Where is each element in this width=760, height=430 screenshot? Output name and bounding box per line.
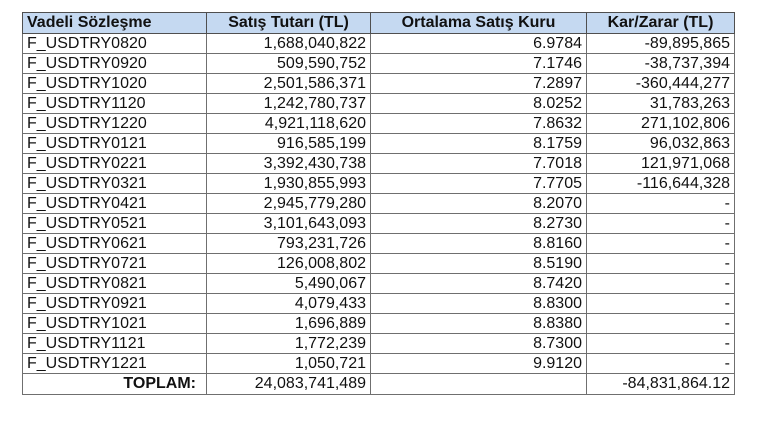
futures-contracts-table <box>22 12 735 395</box>
cell-contract: F_USDTRY0421 <box>23 194 207 214</box>
cell-sales-amount: 3,101,643,093 <box>207 214 371 234</box>
cell-sales-amount: 4,079,433 <box>207 294 371 314</box>
table-row <box>23 194 735 214</box>
table-row <box>23 94 735 114</box>
cell-profit-loss: -360,444,277 <box>587 74 735 94</box>
cell-average-rate: 8.8300 <box>371 294 587 314</box>
cell-profit-loss: - <box>587 214 735 234</box>
cell-profit-loss: - <box>587 234 735 254</box>
cell-sales-amount: 4,921,118,620 <box>207 114 371 134</box>
table-row <box>23 314 735 334</box>
cell-contract: F_USDTRY0821 <box>23 274 207 294</box>
cell-profit-loss: -116,644,328 <box>587 174 735 194</box>
total-row <box>23 374 735 395</box>
cell-average-rate: 7.7705 <box>371 174 587 194</box>
table-row <box>23 334 735 354</box>
cell-average-rate: 7.1746 <box>371 54 587 74</box>
cell-contract: F_USDTRY0121 <box>23 134 207 154</box>
cell-contract: F_USDTRY1120 <box>23 94 207 114</box>
table-row <box>23 354 735 374</box>
table-header-row <box>23 13 735 34</box>
cell-average-rate: 8.7300 <box>371 334 587 354</box>
header-average-rate: Ortalama Satış Kuru <box>371 13 587 34</box>
table-row <box>23 174 735 194</box>
table-row <box>23 74 735 94</box>
table-body <box>23 34 735 374</box>
cell-average-rate: 7.8632 <box>371 114 587 134</box>
cell-sales-amount: 5,490,067 <box>207 274 371 294</box>
cell-profit-loss: - <box>587 334 735 354</box>
cell-sales-amount: 1,050,721 <box>207 354 371 374</box>
table-row <box>23 274 735 294</box>
table-row <box>23 34 735 54</box>
table-row <box>23 134 735 154</box>
cell-average-rate: 8.2070 <box>371 194 587 214</box>
cell-profit-loss: - <box>587 294 735 314</box>
cell-profit-loss: -89,895,865 <box>587 34 735 54</box>
cell-profit-loss: 96,032,863 <box>587 134 735 154</box>
cell-sales-amount: 1,772,239 <box>207 334 371 354</box>
total-average-rate <box>371 374 587 395</box>
table-row <box>23 214 735 234</box>
cell-average-rate: 8.8380 <box>371 314 587 334</box>
cell-contract: F_USDTRY1220 <box>23 114 207 134</box>
cell-profit-loss: 31,783,263 <box>587 94 735 114</box>
cell-profit-loss: - <box>587 314 735 334</box>
cell-contract: F_USDTRY0521 <box>23 214 207 234</box>
cell-profit-loss: 271,102,806 <box>587 114 735 134</box>
cell-contract: F_USDTRY0920 <box>23 54 207 74</box>
cell-average-rate: 6.9784 <box>371 34 587 54</box>
table-row <box>23 154 735 174</box>
cell-average-rate: 8.5190 <box>371 254 587 274</box>
cell-contract: F_USDTRY0621 <box>23 234 207 254</box>
header-contract: Vadeli Sözleşme <box>23 13 207 34</box>
cell-contract: F_USDTRY1221 <box>23 354 207 374</box>
cell-sales-amount: 126,008,802 <box>207 254 371 274</box>
cell-contract: F_USDTRY1121 <box>23 334 207 354</box>
table-row <box>23 54 735 74</box>
cell-sales-amount: 1,930,855,993 <box>207 174 371 194</box>
total-label: TOPLAM: <box>23 374 207 395</box>
cell-contract: F_USDTRY0721 <box>23 254 207 274</box>
cell-profit-loss: 121,971,068 <box>587 154 735 174</box>
header-sales-amount: Satış Tutarı (TL) <box>207 13 371 34</box>
cell-contract: F_USDTRY1021 <box>23 314 207 334</box>
total-sales-amount: 24,083,741,489 <box>207 374 371 395</box>
cell-sales-amount: 2,501,586,371 <box>207 74 371 94</box>
cell-sales-amount: 3,392,430,738 <box>207 154 371 174</box>
cell-contract: F_USDTRY0921 <box>23 294 207 314</box>
cell-profit-loss: - <box>587 274 735 294</box>
cell-contract: F_USDTRY0221 <box>23 154 207 174</box>
header-profit-loss: Kar/Zarar (TL) <box>587 13 735 34</box>
cell-average-rate: 8.2730 <box>371 214 587 234</box>
cell-average-rate: 8.1759 <box>371 134 587 154</box>
cell-profit-loss: - <box>587 354 735 374</box>
cell-profit-loss: - <box>587 254 735 274</box>
table-row <box>23 114 735 134</box>
cell-sales-amount: 793,231,726 <box>207 234 371 254</box>
cell-average-rate: 7.7018 <box>371 154 587 174</box>
cell-sales-amount: 1,242,780,737 <box>207 94 371 114</box>
cell-sales-amount: 509,590,752 <box>207 54 371 74</box>
table-row <box>23 254 735 274</box>
cell-sales-amount: 1,688,040,822 <box>207 34 371 54</box>
cell-contract: F_USDTRY0321 <box>23 174 207 194</box>
cell-average-rate: 8.7420 <box>371 274 587 294</box>
cell-sales-amount: 1,696,889 <box>207 314 371 334</box>
total-profit-loss: -84,831,864.12 <box>587 374 735 395</box>
futures-table-container <box>22 12 735 395</box>
cell-profit-loss: - <box>587 194 735 214</box>
table-row <box>23 294 735 314</box>
cell-contract: F_USDTRY0820 <box>23 34 207 54</box>
table-row <box>23 234 735 254</box>
cell-sales-amount: 916,585,199 <box>207 134 371 154</box>
cell-average-rate: 7.2897 <box>371 74 587 94</box>
cell-contract: F_USDTRY1020 <box>23 74 207 94</box>
cell-average-rate: 8.8160 <box>371 234 587 254</box>
cell-profit-loss: -38,737,394 <box>587 54 735 74</box>
cell-average-rate: 9.9120 <box>371 354 587 374</box>
cell-sales-amount: 2,945,779,280 <box>207 194 371 214</box>
cell-average-rate: 8.0252 <box>371 94 587 114</box>
